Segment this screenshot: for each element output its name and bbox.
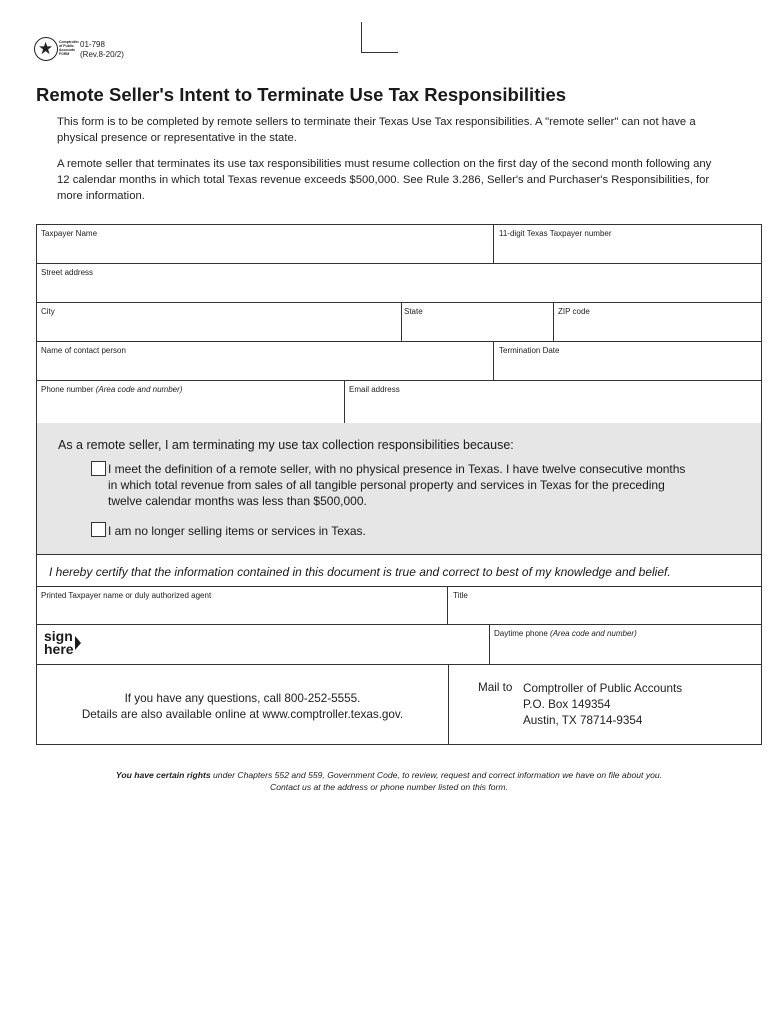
reason-2-text: I am no longer selling items or services in Texas. [108, 524, 366, 538]
reason-1-checkbox[interactable] [91, 461, 106, 476]
taxpayer-number-field[interactable] [494, 225, 761, 263]
sign-here-line2: here [44, 641, 74, 657]
rights-rest: under Chapters 552 and 559, Government Code, to review, request and correct information we have on file about you. [210, 770, 663, 780]
column-divider [448, 664, 449, 745]
form-number: 01-798 [80, 40, 105, 49]
intro-paragraph-2: A remote seller that terminates its use tax responsibilities must resume collection on the first day of the second month following any 12 calendar months in which total Texas revenue exceeds $500,000. See Rule 3.286, Seller's and Purchaser's Responsibilities, for more information. [57, 158, 712, 202]
certification-statement: I hereby certify that the information contained in this document is true and correct to best of my knowledge and belief. [49, 565, 671, 579]
form-body [36, 224, 762, 745]
mail-address [523, 681, 682, 729]
comptroller-seal-icon [34, 37, 58, 61]
daytime-phone-label-text: Daytime phone [494, 629, 548, 638]
printed-name-field[interactable] [37, 587, 447, 624]
sign-here-marker [44, 630, 74, 656]
zip-field[interactable] [554, 303, 761, 341]
state-field[interactable] [402, 303, 553, 341]
phone-field[interactable] [37, 381, 344, 423]
questions-website: Details are also available online at www.comptroller.texas.gov. [81, 708, 404, 721]
taxpayer-number-label: 11-digit Texas Taxpayer number [499, 229, 612, 238]
phone-label-hint: (Area code and number) [95, 385, 183, 394]
mail-to-label: Mail to [478, 681, 513, 694]
form-title: Remote Seller's Intent to Terminate Use Tax Responsibilities [36, 84, 567, 105]
sign-here-line1: sign [44, 628, 73, 644]
reason-2-checkbox[interactable] [91, 522, 106, 537]
questions-block [37, 691, 448, 723]
street-address-field[interactable] [37, 264, 761, 302]
row-divider [37, 664, 761, 665]
signature-field[interactable] [87, 625, 489, 664]
state-label: State [404, 307, 423, 316]
printed-name-label: Printed Taxpayer name or duly authorized agent [41, 591, 212, 600]
taxpayer-name-field[interactable] [37, 225, 493, 263]
mail-address-line2: P.O. Box 149354 [523, 698, 611, 711]
taxpayer-name-label: Taxpayer Name [41, 229, 98, 238]
title-label: Title [453, 591, 468, 600]
street-address-label: Street address [41, 268, 94, 277]
contact-name-field[interactable] [37, 342, 493, 380]
mail-address-line3: Austin, TX 78714-9354 [523, 714, 643, 727]
city-field[interactable] [37, 303, 401, 341]
sign-here-arrow-icon [75, 636, 81, 650]
termination-date-label: Termination Date [499, 346, 560, 355]
rights-bold: You have certain rights [115, 770, 211, 780]
intro-paragraph-1: This form is to be completed by remote sellers to terminate their Texas Use Tax responsibilities. A "remote seller" can not have a physical presence or representative in the state. [57, 116, 696, 144]
zip-label: ZIP code [558, 307, 590, 316]
seal-text: Comptroller of Public Accounts FORM [59, 40, 79, 56]
city-label: City [41, 307, 55, 316]
form-number-block [80, 40, 124, 60]
rights-line1 [36, 769, 742, 781]
reason-1-text: I meet the definition of a remote seller, with no physical presence in Texas. I have twelve consecutive months in which total revenue from sales of all tangible personal property and services in Texas for the preceding twelve calendar months was less than $500,000. [108, 462, 686, 508]
contact-name-label: Name of contact person [41, 346, 126, 355]
email-field[interactable] [345, 381, 761, 423]
daytime-phone-field[interactable] [490, 625, 761, 664]
questions-phone: If you have any questions, call 800-252-5555. [124, 692, 361, 705]
form-revision: (Rev.8-20/2) [80, 50, 124, 59]
mail-address-line1: Comptroller of Public Accounts [523, 682, 683, 695]
corner-mark-horizontal [361, 52, 398, 53]
termination-date-field[interactable] [494, 342, 761, 380]
daytime-phone-hint: (Area code and number) [550, 629, 637, 638]
title-field[interactable] [448, 587, 761, 624]
email-label: Email address [349, 385, 400, 394]
rights-notice [36, 769, 742, 793]
reasons-question: As a remote seller, I am terminating my use tax collection responsibilities because: [58, 438, 514, 452]
rights-line2: Contact us at the address or phone number listed on this form. [270, 782, 508, 792]
corner-mark-vertical [361, 22, 362, 52]
row-divider [37, 554, 761, 555]
phone-label-text: Phone number [41, 385, 94, 394]
